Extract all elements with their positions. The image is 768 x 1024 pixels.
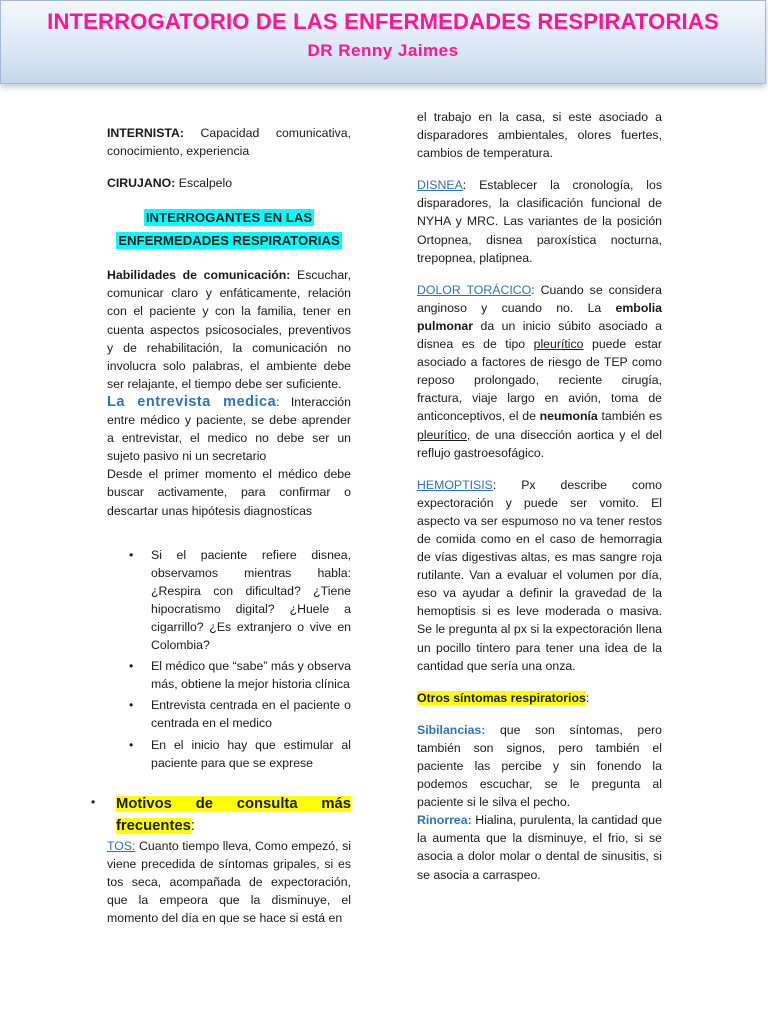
- hemoptisis-paragraph: [417, 476, 662, 675]
- internista-paragraph: [107, 124, 351, 160]
- disnea-label: DISNEA: [417, 178, 463, 193]
- disnea-text: : Establecer la cronología, los disparadores, la clasificación funcional de NYHA y MRC. Las variantes de la posición Ortopnea, disnea paroxística nocturna, trepopnea, platipnea.: [417, 178, 662, 265]
- otros-colon: :: [585, 690, 590, 705]
- cirujano-text: Escalpelo: [175, 176, 233, 191]
- left-column: [91, 124, 351, 927]
- bullet-icon: •: [129, 698, 134, 713]
- entrevista-text: : Interacción entre médico y paciente, se debe aprender a entrevistar, el medico no debe ser un sujeto pasivo ni un secretario: [107, 394, 351, 464]
- heading-line-2: ENFERMEDADES RESPIRATORIAS: [118, 233, 340, 249]
- document-title: INTERROGATORIO DE LAS ENFERMEDADES RESPIRATORIAS: [47, 9, 719, 34]
- dolor-paragraph: DOLOR TORÁCICO: Cuando se considera anginoso y cuando no. La embolia pulmonar da un inicio súbito asociado a disnea es de tipo pleurítico puede estar asociado a factores de riesgo de TEP como reposo prolongado, reciente cirugía, fractura, viaje largo en avión, toma de anticonceptivos, el de neumonía también es pleurítico, de una disección aortica y el del reflujo gastroesofágico.: [417, 282, 662, 460]
- otros-heading: [417, 689, 662, 707]
- bullet-icon: •: [91, 794, 96, 809]
- heading-line-1: INTERROGANTES EN LAS: [145, 210, 313, 226]
- right-column: [417, 108, 662, 884]
- section-heading: [107, 206, 351, 252]
- bullet-icon: •: [129, 737, 134, 752]
- internista-text: Capacidad comunicativa, conocimiento, experiencia: [107, 126, 351, 159]
- sibilancias-label: Sibilancias:: [417, 722, 486, 737]
- bullet-icon: •: [129, 659, 134, 674]
- hemoptisis-text: : Px describe como expectoración y puede ser vomito. El aspecto va ser espumoso no va tener restos de comida como en el caso de hemorragia de vías digestivas altas, es mas sangre roja rutilante. Van a evaluar el volumen por día, eso va ayudar a definir la gravedad de la hemoptisis si es leve moderada o masiva. Se le pregunta al px si la expectoración llena un pocillo tintero para tener una idea de la cantidad que sería una onza.: [417, 477, 662, 673]
- list-item: • Entrevista centrada en el paciente o centrada en el medico: [129, 698, 351, 731]
- bullet-icon: •: [129, 547, 134, 562]
- dolor-label: DOLOR TORÁCICO: [417, 282, 532, 297]
- motivos-colon: :: [190, 817, 195, 834]
- document-author: DR Renny Jaimes: [307, 41, 459, 60]
- motivos-heading: [91, 793, 351, 837]
- cirujano-paragraph: [107, 174, 351, 192]
- tos-text: Cuanto tiempo lleva, Como empezó, si viene precedida de síntomas gripales, si es tos seca, acompañada de expectoración, que la empeora que la disminuye, el momento del día en que se hace si está en: [107, 838, 351, 926]
- desde-paragraph: Desde el primer momento el médico debe buscar activamente, para confirmar o descartar unas hipótesis diagnosticas: [107, 467, 351, 518]
- rinorrea-text: Hialina, purulenta, la cantidad que la aumenta que la disminuye, el frio, si se asocia a dolor molar o dental de sinusitis, si se asocia a carraspeo.: [417, 813, 662, 882]
- habilidades-text: Escuchar, comunicar claro y enfáticamente, relación con el paciente y con la familia, tener en cuenta aspectos psicosociales, preventivos y de rehabilitación, la comunicación no involucra solo palabras, el ambiente debe ser relajante, el tiempo debe ser suficiente.: [107, 268, 351, 391]
- cirujano-label: CIRUJANO:: [107, 176, 176, 191]
- sibilancias-text: que son síntomas, pero también son signos, pero también el paciente las percibe y sin fonendo la podemos escuchar, se le pregunta al paciente si le silva el pecho.: [417, 722, 662, 810]
- entrevista-label: La entrevista medica: [107, 393, 277, 410]
- observations-list: [107, 546, 351, 772]
- list-item: • El médico que “sabe” más y observa más, obtiene la mejor historia clínica: [129, 659, 351, 692]
- internista-label: INTERNISTA:: [107, 126, 184, 140]
- otros-label: Otros síntomas respiratorios: [417, 690, 586, 705]
- entrevista-paragraph: [107, 393, 351, 465]
- header-banner: [0, 0, 766, 84]
- disnea-paragraph: [417, 176, 662, 266]
- rinorrea-paragraph: [417, 811, 662, 883]
- motivos-label: Motivos de consulta más frecuentes: [116, 795, 351, 834]
- tos-label: TOS:: [107, 838, 136, 853]
- habilidades-label: Habilidades de comunicación:: [107, 268, 291, 283]
- hemoptisis-label: HEMOPTISIS: [417, 477, 493, 492]
- sibilancias-paragraph: [417, 721, 662, 811]
- rinorrea-label: Rinorrea:: [417, 813, 472, 828]
- list-item: • Si el paciente refiere disnea, observamos mientras habla: ¿Respira con dificultad? ¿Tiene hipocratismo digital? ¿Huele a cigarrillo? ¿Es extranjero o vive en Colombia?: [129, 547, 351, 653]
- continuation-paragraph: el trabajo en la casa, si este asociado a disparadores ambientales, olores fuertes, cambios de temperatura.: [417, 110, 662, 161]
- habilidades-paragraph: [107, 266, 351, 393]
- tos-paragraph: [107, 837, 351, 927]
- list-item: • En el inicio hay que estimular al paciente para que se exprese: [129, 737, 351, 770]
